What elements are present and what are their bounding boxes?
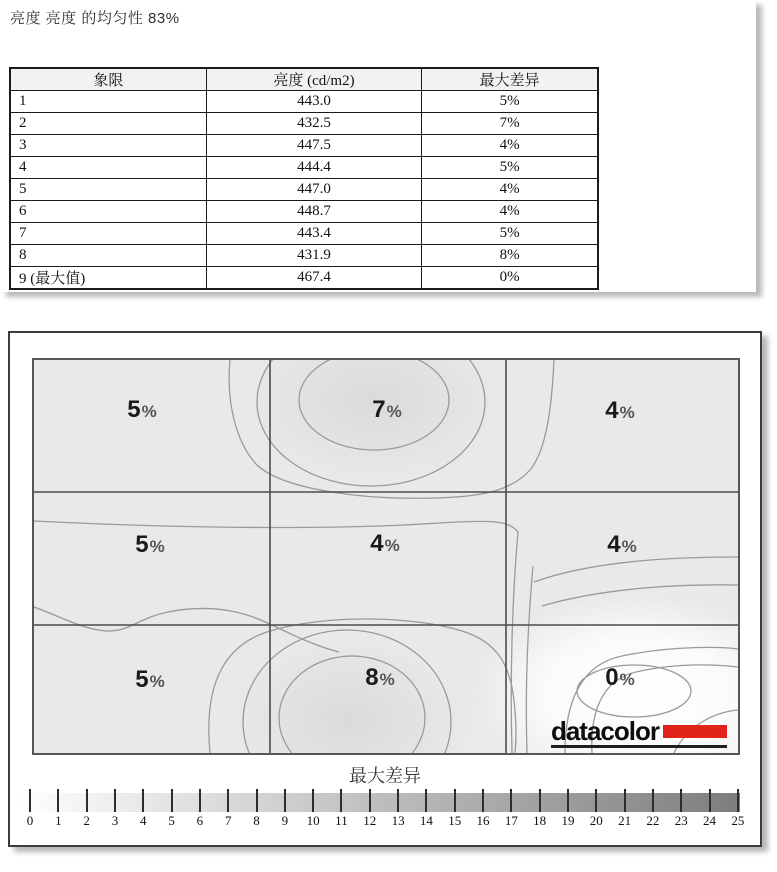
tick-mark xyxy=(284,789,286,812)
tick-label: 25 xyxy=(731,813,745,828)
percent-value: 4 xyxy=(370,530,384,557)
cell-luminance: 444.4 xyxy=(206,157,421,179)
cell-quadrant: 1 xyxy=(10,91,206,113)
tick-label: 1 xyxy=(55,813,62,828)
cell-percent-label xyxy=(607,531,636,559)
colorbar-tick xyxy=(162,789,182,829)
tick-mark xyxy=(256,789,258,812)
tick-label: 5 xyxy=(168,813,175,828)
table-row xyxy=(10,201,598,223)
colorbar-tick xyxy=(388,789,408,829)
tick-mark xyxy=(425,789,427,812)
tick-mark xyxy=(595,789,597,812)
percent-sign: % xyxy=(621,537,637,556)
tick-mark xyxy=(680,789,682,812)
tick-mark xyxy=(397,789,399,812)
colorbar-tick xyxy=(20,789,40,829)
colorbar-tick xyxy=(728,789,748,829)
cell-maxdiff: 8% xyxy=(422,245,598,267)
tick-mark xyxy=(567,789,569,812)
cell-maxdiff: 5% xyxy=(422,157,598,179)
cell-luminance: 443.0 xyxy=(206,91,421,113)
page-title: 亮度 亮度 的均匀性 83% xyxy=(10,10,180,27)
cell-percent-label xyxy=(135,531,164,559)
percent-value: 8 xyxy=(365,664,379,691)
colorbar-tick xyxy=(303,789,323,829)
col-header-quadrant: 象限 xyxy=(10,68,206,91)
cell-maxdiff: 5% xyxy=(422,91,598,113)
tick-mark xyxy=(539,789,541,812)
tick-mark xyxy=(652,789,654,812)
tick-mark xyxy=(709,789,711,812)
tick-mark xyxy=(29,789,31,812)
cell-quadrant: 3 xyxy=(10,135,206,157)
cell-luminance: 443.4 xyxy=(206,223,421,245)
cell-quadrant: 7 xyxy=(10,223,206,245)
table-row xyxy=(10,245,598,267)
cell-quadrant: 9 (最大值) xyxy=(10,267,206,290)
percent-sign: % xyxy=(149,537,165,556)
tick-mark xyxy=(737,789,739,812)
datacolor-logo-row xyxy=(550,715,727,746)
percent-sign: % xyxy=(379,670,395,689)
cell-percent-label xyxy=(135,666,164,694)
cell-percent-label xyxy=(370,530,399,558)
tick-label: 21 xyxy=(618,813,632,828)
tick-label: 10 xyxy=(306,813,320,828)
tick-mark xyxy=(482,789,484,812)
colorbar-tick xyxy=(360,789,380,829)
tick-mark xyxy=(312,789,314,812)
cell-maxdiff: 4% xyxy=(422,135,598,157)
cell-maxdiff: 7% xyxy=(422,113,598,135)
colorbar-tick xyxy=(48,789,68,829)
colorbar-tick xyxy=(558,789,578,829)
tick-mark xyxy=(142,789,144,812)
table-row xyxy=(10,135,598,157)
contour-plot xyxy=(32,358,740,755)
cell-luminance: 431.9 xyxy=(206,245,421,267)
colorbar-tick xyxy=(501,789,521,829)
tick-label: 4 xyxy=(140,813,147,828)
tick-label: 15 xyxy=(448,813,462,828)
colorbar-tick xyxy=(700,789,720,829)
cell-percent-label xyxy=(365,664,394,692)
tick-label: 18 xyxy=(533,813,547,828)
cell-luminance: 447.0 xyxy=(206,179,421,201)
table-row xyxy=(10,267,598,290)
cell-percent-label xyxy=(372,396,401,424)
cell-percent-label xyxy=(605,397,634,425)
colorbar-tick xyxy=(190,789,210,829)
table-row xyxy=(10,223,598,245)
colorbar-tick xyxy=(615,789,635,829)
table-row xyxy=(10,113,598,135)
tick-label: 12 xyxy=(363,813,377,828)
tick-label: 7 xyxy=(224,813,232,828)
tick-label: 16 xyxy=(476,813,490,828)
tick-mark xyxy=(86,789,88,812)
colorbar-tick xyxy=(218,789,238,829)
percent-value: 5 xyxy=(135,531,149,558)
uniformity-chart-panel xyxy=(8,331,762,847)
tick-label: 9 xyxy=(281,813,289,828)
cell-maxdiff: 4% xyxy=(422,201,598,223)
cell-maxdiff: 5% xyxy=(422,223,598,245)
report-page xyxy=(0,0,756,292)
tick-label: 11 xyxy=(335,813,348,828)
tick-label: 2 xyxy=(83,813,90,828)
uniformity-table xyxy=(9,67,599,290)
tick-label: 23 xyxy=(674,813,688,828)
colorbar-tick xyxy=(445,789,465,829)
percent-value: 5 xyxy=(135,666,149,693)
percent-value: 7 xyxy=(372,396,386,423)
percent-sign: % xyxy=(619,403,635,422)
colorbar-tick xyxy=(671,789,691,829)
tick-label: 24 xyxy=(703,813,716,828)
tick-mark xyxy=(57,789,59,812)
colorbar-tick xyxy=(416,789,436,829)
colorbar-tick xyxy=(275,789,295,829)
percent-sign: % xyxy=(386,402,402,421)
tick-mark xyxy=(340,789,342,812)
tick-mark xyxy=(454,789,456,812)
col-header-luminance: 亮度 (cd/m2) xyxy=(206,68,421,91)
tick-label: 19 xyxy=(561,813,575,828)
tick-label: 14 xyxy=(419,813,433,828)
tick-mark xyxy=(624,789,626,812)
tick-label: 3 xyxy=(111,813,119,828)
colorbar-tick xyxy=(473,789,493,829)
cell-maxdiff: 4% xyxy=(422,179,598,201)
colorbar-ticks xyxy=(20,789,748,829)
tick-label: 0 xyxy=(26,813,34,828)
colorbar-title: 最大差异 xyxy=(349,766,421,786)
colorbar-tick xyxy=(530,789,550,829)
tick-mark xyxy=(227,789,229,812)
datacolor-logo-red-bar xyxy=(663,725,727,738)
percent-value: 5 xyxy=(127,396,141,423)
percent-value: 0 xyxy=(605,664,619,691)
tick-mark xyxy=(199,789,201,812)
tick-label: 20 xyxy=(589,813,603,828)
colorbar-tick xyxy=(247,789,267,829)
cell-quadrant: 5 xyxy=(10,179,206,201)
percent-sign: % xyxy=(384,536,400,555)
tick-label: 6 xyxy=(196,813,204,828)
table-header-row xyxy=(10,68,598,91)
table-row xyxy=(10,91,598,113)
cell-percent-label xyxy=(605,664,634,692)
col-header-maxdiff: 最大差异 xyxy=(422,68,598,91)
tick-label: 22 xyxy=(646,813,660,828)
table-row xyxy=(10,157,598,179)
colorbar-tick xyxy=(105,789,125,829)
tick-mark xyxy=(510,789,512,812)
cell-quadrant: 4 xyxy=(10,157,206,179)
cell-luminance: 448.7 xyxy=(206,201,421,223)
datacolor-logo-text: datacolor xyxy=(550,715,659,746)
cell-luminance: 432.5 xyxy=(206,113,421,135)
percent-value: 4 xyxy=(607,531,621,558)
percent-sign: % xyxy=(141,402,157,421)
cell-percent-label xyxy=(127,396,156,424)
colorbar-tick xyxy=(133,789,153,829)
cell-luminance: 447.5 xyxy=(206,135,421,157)
tick-mark xyxy=(171,789,173,812)
cell-maxdiff: 0% xyxy=(422,267,598,290)
cell-luminance: 467.4 xyxy=(206,267,421,290)
tick-label: 8 xyxy=(253,813,260,828)
datacolor-logo xyxy=(550,715,727,748)
percent-sign: % xyxy=(149,672,165,691)
tick-label: 17 xyxy=(504,813,518,828)
cell-quadrant: 8 xyxy=(10,245,206,267)
colorbar-tick xyxy=(586,789,606,829)
cell-quadrant: 2 xyxy=(10,113,206,135)
colorbar-tick xyxy=(77,789,97,829)
colorbar-tick xyxy=(643,789,663,829)
percent-value: 4 xyxy=(605,397,619,424)
percent-sign: % xyxy=(619,670,635,689)
tick-mark xyxy=(114,789,116,812)
tick-mark xyxy=(369,789,371,812)
colorbar-tick xyxy=(331,789,351,829)
cell-quadrant: 6 xyxy=(10,201,206,223)
table-row xyxy=(10,179,598,201)
tick-label: 13 xyxy=(391,813,405,828)
